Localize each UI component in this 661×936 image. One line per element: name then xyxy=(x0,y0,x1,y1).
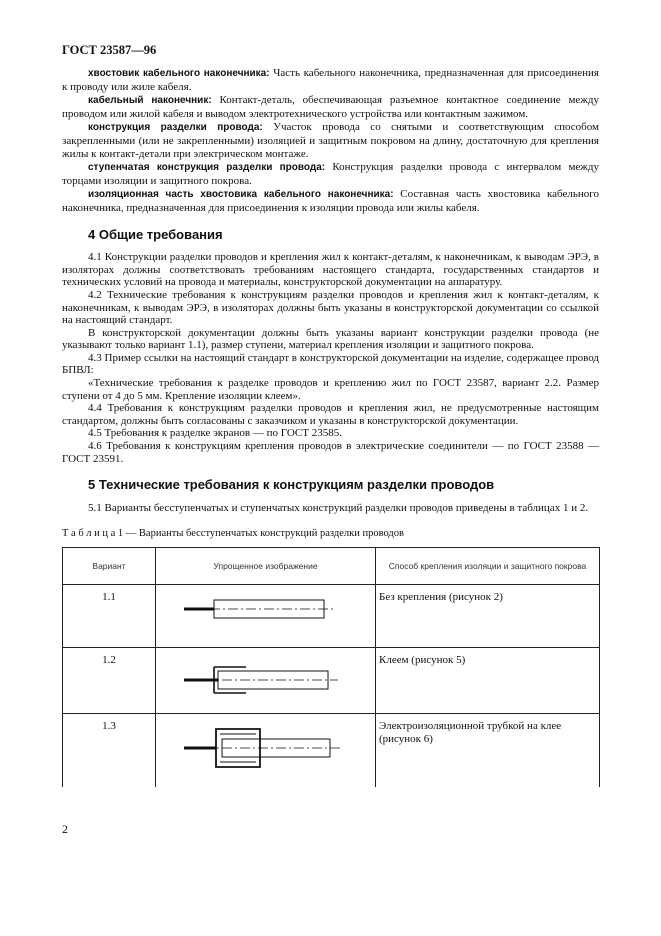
definition-term: хвостовик кабельного наконечника: xyxy=(88,68,270,79)
wire-diagram-1-1 xyxy=(156,585,376,640)
definition-item xyxy=(62,188,599,214)
definition-text: Составная часть хвостовика кабельного наконечника, предназначенная для присоединения к изоляции провода или жилы кабеля. xyxy=(62,188,599,214)
paragraph: 5.1 Варианты бесступенчатых и ступенчатых конструкций разделки проводов приведены в таблицах 1 и 2. xyxy=(88,501,589,514)
paragraph: 4.6 Требования к конструкциям крепления проводов в электрические соединители — по ГОСТ 23588 — ГОСТ 23591. xyxy=(62,440,599,465)
method-cell: Без крепления (рисунок 2) xyxy=(376,585,600,648)
diagram-cell xyxy=(156,585,376,648)
wire-diagram-1-3 xyxy=(156,714,376,780)
definition-text: Часть кабельного наконечника, предназначенная для присоединения к проводу или жиле кабеля. xyxy=(62,67,599,93)
definition-item xyxy=(62,121,599,160)
paragraph: 4.2 Технические требования к конструкциям разделки проводов и крепления жил к контакт-деталям, к наконечникам, к выводам ЭРЭ, в изоляторах должны быть указаны в конструкторской документации со ссылкой на настоящий стандарт. xyxy=(62,288,599,327)
paragraph: 4.3 Пример ссылки на настоящий стандарт в конструкторской документации на изделие, содержащее провод БПВЛ: xyxy=(62,351,599,377)
method-cell: Электроизоляционной трубкой на клее (рисунок 6) xyxy=(376,714,600,788)
page-number: 2 xyxy=(62,822,68,836)
wire-diagram-1-2 xyxy=(156,648,376,706)
definition-text: Конструкция разделки провода с интервалом между торцами изоляции и защитного покрова. xyxy=(62,161,599,187)
column-header-variant: Вариант xyxy=(63,548,156,585)
paragraph: 4.1 Конструкции разделки проводов и крепления жил к контакт-деталям, к наконечникам, к выводам ЭРЭ, в изоляторах должны соответствовать требованиям настоящего стандарта, государственных стандартов и технических условий на провода и материалы, конструкторской документации на аппаратуру. xyxy=(62,251,599,289)
definition-item xyxy=(62,67,599,93)
document-header: ГОСТ 23587—96 xyxy=(62,43,157,57)
definition-term: конструкция разделки провода: xyxy=(88,122,263,134)
definition-text: Участок провода со снятыми и соответствующим способом закрепленными (или не закрепленными) изоляцией и защитным покровом на длину, достаточную для крепления жилы к контакт-детали при электрическом монтаже. xyxy=(62,121,600,160)
variant-cell: 1.2 xyxy=(63,648,156,714)
paragraph: 4.4 Требования к конструкциям разделки проводов и крепления жил, не предусмотренные настоящим стандартом, должны быть согласованы с заказчиком и указаны в конструкторской документации. xyxy=(62,402,599,427)
definition-item xyxy=(62,161,599,187)
table-header-row xyxy=(63,548,600,585)
definition-term: ступенчатая конструкция разделки провода: xyxy=(88,162,326,174)
variant-cell: 1.3 xyxy=(63,714,156,788)
definition-item xyxy=(62,94,599,120)
paragraph: В конструкторской документации должны быть указаны вариант конструкции разделки провода (не указывают только вариант 1.1), размер ступени, материал крепления изоляции и защитного покрова. xyxy=(62,326,599,352)
definition-text: Контакт-деталь, обеспечивающая разъемное контактное соединение между проводом или жилой кабеля и выводом электротехнического устройства или контактным зажимом. xyxy=(62,94,599,120)
table-caption: Т а б л и ц а 1 — Варианты бесступенчатых конструкций разделки проводов xyxy=(62,528,404,540)
column-header-method: Способ крепления изоляции и защитного покрова xyxy=(376,548,600,585)
column-header-image: Упрощенное изображение xyxy=(156,548,376,585)
section-4-heading: 4 Общие требования xyxy=(88,226,223,242)
variants-table xyxy=(62,547,600,787)
page-content xyxy=(62,67,599,787)
table-row xyxy=(63,648,600,714)
variant-cell: 1.1 xyxy=(63,585,156,648)
table-row xyxy=(63,585,600,648)
paragraph: «Технические требования к разделке проводов и креплению жил по ГОСТ 23587, вариант 2.2. Размер ступени от 4 до 5 мм. Крепление изоляции клеем». xyxy=(62,377,599,402)
diagram-cell xyxy=(156,714,376,788)
table-row xyxy=(63,714,600,788)
section-5-heading: 5 Технические требования к конструкциям разделки проводов xyxy=(88,477,495,493)
method-cell: Клеем (рисунок 5) xyxy=(376,648,600,714)
diagram-cell xyxy=(156,648,376,714)
definition-term: изоляционная часть хвостовика кабельного наконечника: xyxy=(88,189,394,201)
definition-term: кабельный наконечник: xyxy=(88,95,212,107)
paragraph: 4.5 Требования к разделке экранов — по ГОСТ 23585. xyxy=(88,427,342,440)
